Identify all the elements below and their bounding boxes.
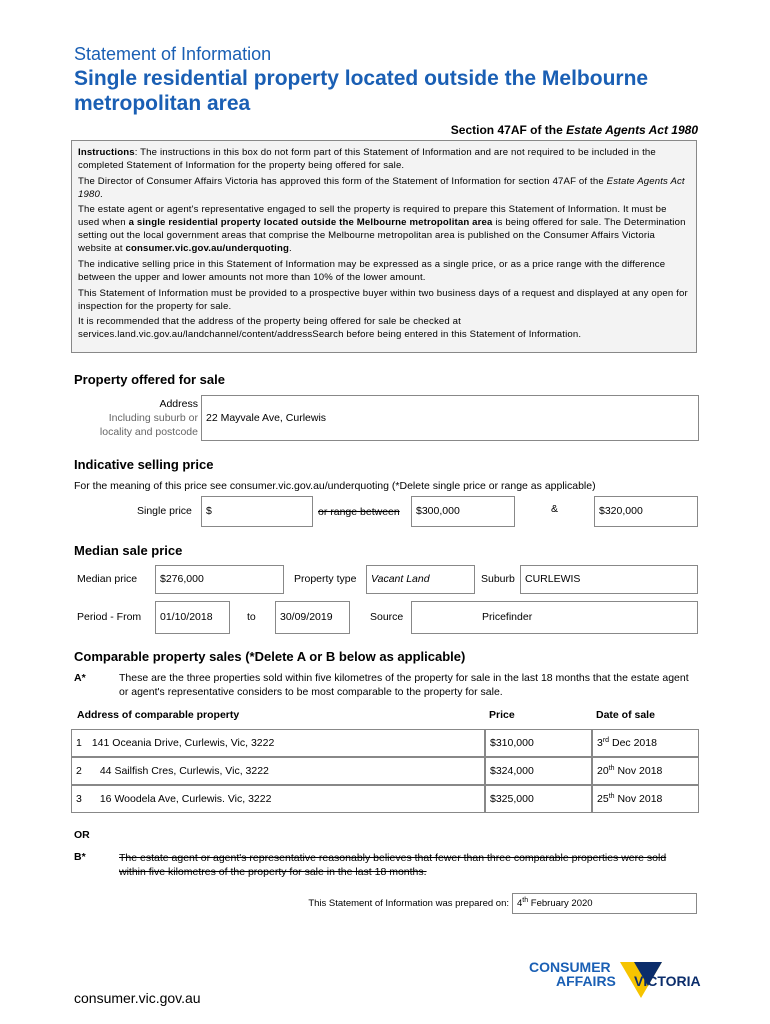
instructions-p1 [78,146,690,172]
row-address: 16 Woodela Ave, Curlewis. Vic, 3222 [99,793,272,805]
range-amp: & [551,503,559,515]
source-field[interactable]: Pricefinder [411,601,698,634]
median-price-field[interactable]: $276,000 [155,565,284,594]
instructions-box [71,140,697,353]
date-suffix: th [608,792,615,800]
row-number: 1 [76,737,82,749]
logo-line1: CONSUMER [529,959,611,975]
period-to-field[interactable]: 30/09/2019 [275,601,350,634]
source-label: Source [370,611,404,623]
option-a-text: These are the three properties sold within five kilometres of the property for sale in the last 18 months that the estate agent or agent's representative considers to be most comparable to the property for sale. [119,672,689,698]
single-price-label: Single price [137,505,192,517]
section-act: Estate Agents Act 1980 [566,123,698,137]
range-low-field[interactable]: $300,000 [411,496,515,527]
date-day: 20 [597,765,609,777]
comparable-row-address[interactable] [71,785,485,813]
prepared-suffix: th [522,897,529,904]
prepared-rest: February 2020 [528,898,593,909]
instructions-p2-italic: Estate Agents Act 1980 [78,175,685,200]
property-type-field[interactable]: Vacant Land [366,565,475,594]
option-b-label: B* [74,851,86,863]
instructions-p3-a: The estate agent or agent's representative engaged to sell the property is required to prepare this Statement of Information. It must be used when [78,204,667,229]
single-price-field[interactable]: $ [201,496,313,527]
instructions-p2-a: The Director of Consumer Affairs Victoria has approved this form of the Statement of Information for section 47AF of the [78,175,607,187]
range-label: or range between [318,506,400,518]
comparable-row-price[interactable]: $324,000 [485,757,592,785]
property-heading: Property offered for sale [74,372,225,387]
range-high-field[interactable]: $320,000 [594,496,698,527]
comparable-row-date[interactable] [592,729,699,757]
or-label: OR [74,829,90,841]
col-date-header: Date of sale [596,709,655,721]
date-rest: Nov 2018 [614,793,663,805]
section-reference [451,123,698,137]
date-rest: Dec 2018 [609,737,657,749]
instructions-p5: This Statement of Information must be provided to a prospective buyer within two business days of a request and displayed at any open for inspection for the property for sale. [78,287,688,312]
date-suffix: rd [602,736,610,744]
row-number: 2 [76,765,82,777]
comparable-row-address[interactable] [71,729,485,757]
underquoting-link[interactable]: consumer.vic.gov.au/underquoting [125,243,289,255]
prepared-on-label: This Statement of Information was prepared on: [308,898,509,909]
prepared-on-field[interactable] [512,893,697,914]
logo-graphic [528,958,704,1004]
row-address: 44 Sailfish Cres, Curlewis, Vic, 3222 [99,765,269,777]
instructions-label: Instructions [78,147,135,158]
comparable-row-address[interactable] [71,757,485,785]
indicative-note: For the meaning of this price see consumer.vic.gov.au/underquoting (*Delete single price or range as applicable) [74,480,596,492]
date-suffix: th [608,764,615,772]
property-type-label: Property type [294,573,357,585]
form-title: Single residential property located outside the Melbourne metropolitan area [74,67,649,115]
logo-line3: VICTORIA [634,973,701,989]
comparable-row-price[interactable]: $310,000 [485,729,592,757]
suburb-label: Suburb [481,573,515,585]
instructions-p6: It is recommended that the address of the property being offered for sale be checked at services.land.vic.gov.au/landchannel/content/addressSearch before being entered in this Statement of Information. [78,316,582,341]
comparable-heading: Comparable property sales (*Delete A or B below as applicable) [74,649,466,664]
instructions-p3-bold: a single residential property located outside the Melbourne metropolitan area [128,217,493,229]
option-a-label: A* [74,672,86,684]
median-heading: Median sale price [74,543,183,558]
instructions-p1-text: : The instructions in this box do not form part of this Statement of Information and are not required to be included in the completed Statement of Information for the property being offered for sale. [78,147,656,172]
col-price-header: Price [489,709,515,721]
row-address: 141 Oceania Drive, Curlewis, Vic, 3222 [91,737,275,749]
col-address-header: Address of comparable property [77,709,240,721]
address-field[interactable]: 22 Mayvale Ave, Curlewis [201,395,699,441]
section-prefix: Section 47AF of the [450,123,567,137]
comparable-row-price[interactable]: $325,000 [485,785,592,813]
prepared-day: 4 [517,898,523,909]
address-label-suburb: Including suburb or [108,412,198,424]
date-day: 3 [597,737,603,749]
date-day: 25 [597,793,609,805]
suburb-field[interactable]: CURLEWIS [520,565,698,594]
row-number: 3 [76,793,82,805]
instructions-p4: The indicative selling price in this Statement of Information may be expressed as a single price, or as a price range with the difference between the upper and lower amounts not more than 10% of the lower amount. [78,258,666,284]
comparable-row-date[interactable] [592,757,699,785]
instructions-p2 [78,175,690,201]
form-subtitle: Statement of Information [74,44,272,64]
date-rest: Nov 2018 [614,765,663,777]
comparable-row-date[interactable] [592,785,699,813]
logo-line2: AFFAIRS [556,973,616,989]
address-label-postcode: locality and postcode [99,426,198,438]
footer-url[interactable]: consumer.vic.gov.au [74,990,201,1006]
to-label: to [247,611,256,623]
instructions-p2-b: . [99,188,103,200]
option-b-text: The estate agent or agent's representative reasonably believes that fewer than three comparable properties were sold within five kilometres of the property for sale in the last 18 months. [119,852,667,878]
instructions-p3-c: . [289,243,292,255]
instructions-p3-b: is being offered for sale. The Determination setting out the local government areas that comprise the Melbourne metropolitan area is published on the Consumer Affairs Victoria website at [78,217,686,255]
consumer-affairs-victoria-logo [528,958,704,1004]
median-price-label: Median price [77,573,138,585]
period-from-label: Period - From [77,611,142,623]
period-from-field[interactable]: 01/10/2018 [155,601,230,634]
address-label: Address [159,398,198,410]
indicative-heading: Indicative selling price [74,457,214,472]
instructions-p3 [78,203,690,255]
